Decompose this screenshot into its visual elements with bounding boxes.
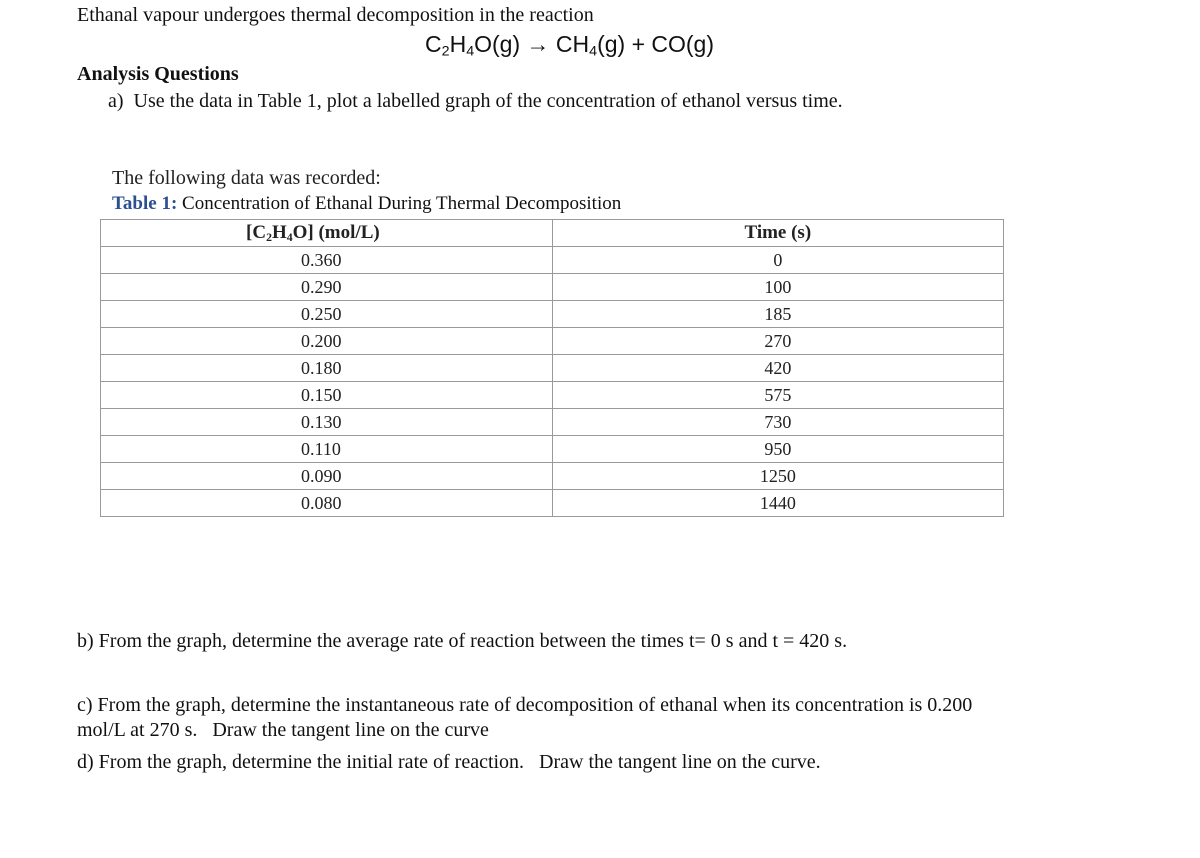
- table-caption-label: Table 1:: [112, 193, 178, 214]
- table-row: [101, 382, 1004, 409]
- question-c-line2: mol/L at 270 s. Draw the tangent line on the curve: [77, 719, 489, 741]
- recorded-text: The following data was recorded:: [112, 167, 381, 189]
- eq-reactant-h-sub: 4: [466, 43, 475, 60]
- cell-time: 575: [552, 382, 1003, 409]
- data-table: [100, 219, 1004, 517]
- question-d: d) From the graph, determine the initial rate of reaction. Draw the tangent line on the curve.: [77, 751, 821, 773]
- question-a-label: a): [108, 90, 124, 112]
- eq-product-rest: (g) + CO(g): [597, 31, 715, 57]
- cell-time: 0: [552, 247, 1003, 274]
- table-row: [101, 274, 1004, 301]
- cell-concentration: 0.130: [101, 409, 553, 436]
- eq-reactant-c-sub: 2: [441, 43, 450, 60]
- cell-concentration: 0.200: [101, 328, 553, 355]
- question-a: [108, 90, 843, 113]
- cell-concentration: 0.090: [101, 463, 553, 490]
- cell-concentration: 0.110: [101, 436, 553, 463]
- table-row: [101, 328, 1004, 355]
- eq-reactant-h: H: [449, 31, 467, 57]
- table-caption: [112, 193, 621, 215]
- cell-time: 1440: [552, 490, 1003, 517]
- table-row: [101, 490, 1004, 517]
- reaction-equation: [425, 31, 714, 58]
- eq-reactant-rest: O(g): [474, 31, 521, 57]
- analysis-heading: Analysis Questions: [77, 63, 239, 85]
- cell-concentration: 0.180: [101, 355, 553, 382]
- question-c-line1: c) From the graph, determine the instantaneous rate of decomposition of ethanal when its concentration is 0.200: [77, 694, 973, 716]
- table-row: [101, 463, 1004, 490]
- cell-time: 1250: [552, 463, 1003, 490]
- cell-time: 185: [552, 301, 1003, 328]
- table-row: [101, 436, 1004, 463]
- cell-concentration: 0.360: [101, 247, 553, 274]
- cell-time: 950: [552, 436, 1003, 463]
- eq-product-ch-sub: 4: [589, 43, 598, 60]
- cell-concentration: 0.080: [101, 490, 553, 517]
- cell-time: 730: [552, 409, 1003, 436]
- table-row: [101, 247, 1004, 274]
- column-header-time: Time (s): [552, 220, 1003, 247]
- cell-concentration: 0.250: [101, 301, 553, 328]
- cell-concentration: 0.290: [101, 274, 553, 301]
- table-row: [101, 355, 1004, 382]
- cell-time: 420: [552, 355, 1003, 382]
- cell-time: 270: [552, 328, 1003, 355]
- table-caption-text: Concentration of Ethanal During Thermal Decomposition: [182, 193, 622, 214]
- reaction-arrow-icon: →: [526, 31, 550, 57]
- table-header-row: [101, 220, 1004, 247]
- eq-reactant-c: C: [425, 31, 442, 57]
- table-row: [101, 301, 1004, 328]
- intro-text: Ethanal vapour undergoes thermal decomposition in the reaction: [77, 4, 594, 26]
- question-a-text: Use the data in Table 1, plot a labelled graph of the concentration of ethanol versus time.: [133, 90, 843, 112]
- column-header-concentration: $[C_2H_4O]$ (mol/L): [101, 220, 553, 247]
- cell-time: 100: [552, 274, 1003, 301]
- eq-product-ch: CH: [555, 31, 590, 57]
- cell-concentration: 0.150: [101, 382, 553, 409]
- question-b: b) From the graph, determine the average rate of reaction between the times t= 0 s and t = 420 s.: [77, 630, 848, 652]
- table-row: [101, 409, 1004, 436]
